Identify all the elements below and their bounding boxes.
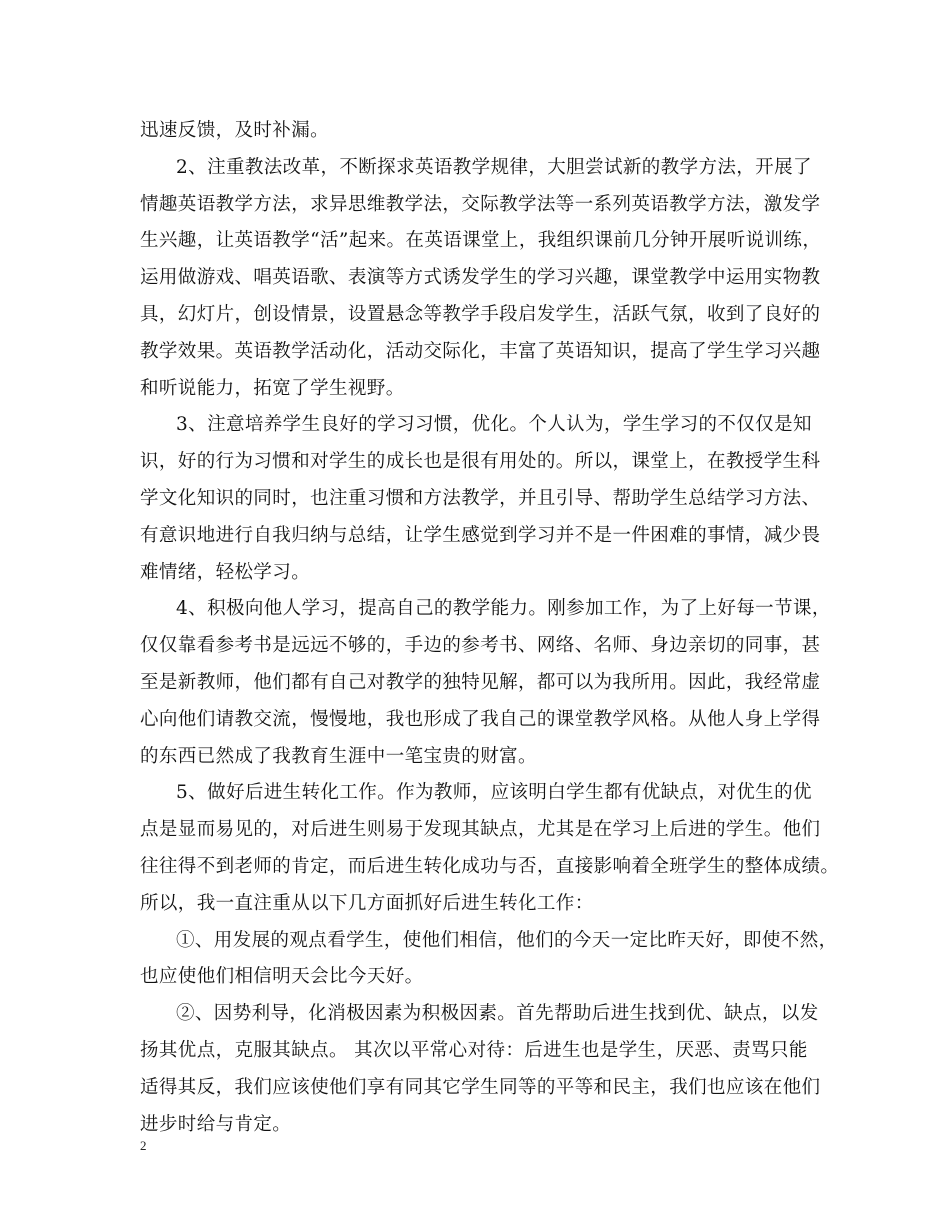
text-line: 情趣英语教学方法，求异思维教学法，交际教学法等一系列英语教学方法，激发学 <box>140 193 821 215</box>
text-line: 迅速反馈，及时补漏。 <box>140 120 330 141</box>
text-line: 4、积极向他人学习，提高自己的教学能力。刚参加工作，为了上好每一节课， <box>176 598 831 620</box>
text-line: 生兴趣，让英语教学“活”起来。在英语课堂上，我组织课前几分钟开展听说训练， <box>140 230 822 252</box>
page-number: 2 <box>140 1138 147 1153</box>
text-line: 和听说能力，拓宽了学生视野。 <box>140 377 405 399</box>
text-line: 难情绪，轻松学习。 <box>140 561 311 583</box>
document-body <box>140 113 840 1143</box>
text-line: ①、用发展的观点看学生，使他们相信，他们的今天一定比昨天好，即使不然， <box>176 929 838 951</box>
text-line: 有意识地进行自我归纳与总结，让学生感觉到学习并不是一件困难的事情，减少畏 <box>140 524 821 546</box>
text-line: 也应使他们相信明天会比今天好。 <box>140 966 424 988</box>
text-line: 扬其优点，克服其缺点。 其次以平常心对待：后进生也是学生，厌恶、责骂只能 <box>140 1039 808 1061</box>
text-line: 至是新教师，他们都有自己对教学的独特见解，都可以为我所用。因此，我经常虚 <box>140 671 821 693</box>
text-line: 心向他们请教交流，慢慢地，我也形成了我自己的课堂教学风格。从他人身上学得 <box>140 708 821 730</box>
text-line: 3、注意培养学生良好的学习习惯，优化。个人认为，学生学习的不仅仅是知 <box>176 414 812 436</box>
text-line: 具，幻灯片，创设情景，设置悬念等教学手段启发学生，活跃气氛，收到了良好的 <box>140 303 821 325</box>
text-line: 适得其反，我们应该使他们享有同其它学生同等的平等和民主，我们也应该在他们 <box>140 1076 821 1098</box>
text-line: 2、注重教法改革，不断探求英语教学规律，大胆尝试新的教学方法，开展了 <box>176 156 812 178</box>
text-line: 识，好的行为习惯和对学生的成长也是很有用处的。所以，课堂上，在教授学生科 <box>140 451 821 473</box>
text-line: 的东西已然成了我教育生涯中一笔宝贵的财富。 <box>140 745 537 767</box>
text-line: 运用做游戏、唱英语歌、表演等方式诱发学生的学习兴趣，课堂教学中运用实物教 <box>140 267 821 289</box>
text-line: 所以，我一直注重从以下几方面抓好后进生转化工作： <box>140 892 594 914</box>
text-line: 仅仅靠看参考书是远远不够的，手边的参考书、网络、名师、身边亲切的同事，甚 <box>140 635 821 657</box>
text-line: 往往得不到老师的肯定，而后进生转化成功与否，直接影响着全班学生的整体成绩。 <box>140 855 840 877</box>
text-line: 5、做好后进生转化工作。作为教师，应该明白学生都有优缺点，对优生的优 <box>176 782 812 804</box>
text-line: 进步时给与肯定。 <box>140 1113 292 1135</box>
text-line: ②、因势利导，化消极因素为积极因素。首先帮助后进生找到优、缺点，以发 <box>176 1003 819 1025</box>
text-line: 点是显而易见的，对后进生则易于发现其缺点，尤其是在学习上后进的学生。他们 <box>140 819 821 841</box>
text-line: 学文化知识的同时，也注重习惯和方法教学，并且引导、帮助学生总结学习方法、 <box>140 487 821 509</box>
text-line: 教学效果。英语教学活动化，活动交际化，丰富了英语知识，提高了学生学习兴趣 <box>140 340 821 362</box>
